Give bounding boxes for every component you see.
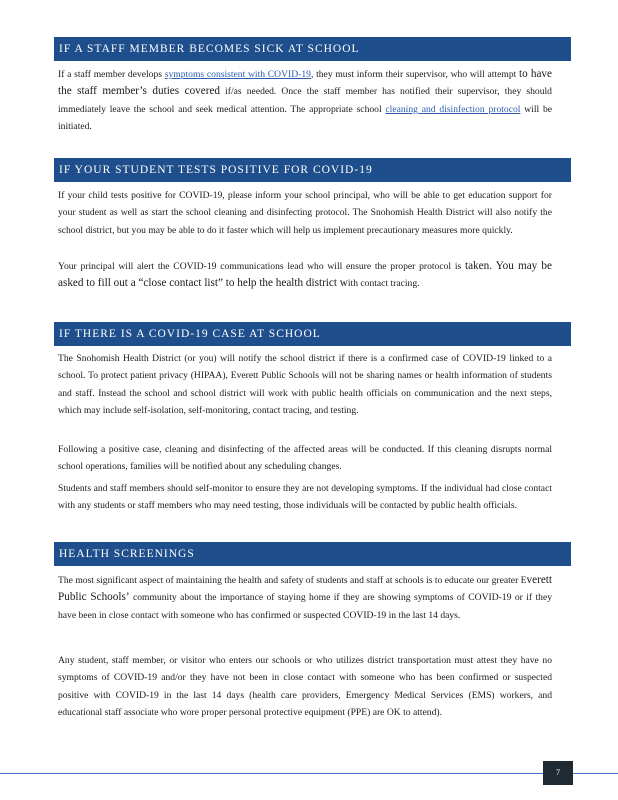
symptoms-link[interactable]: symptoms consistent with COVID-19 — [164, 69, 311, 80]
section-heading-student-positive: IF YOUR STUDENT TESTS POSITIVE FOR COVID-19 — [54, 158, 571, 182]
page-number: 7 — [543, 761, 573, 785]
covid-case-paragraph-3: Students and staff members should self-monitor to ensure they are not developing symptoms. If the individual had close contact with any students or staff members who may need testing, those individuals will be contacted by public health officials. — [58, 483, 552, 512]
covid-case-paragraph-1: The Snohomish Health District (or you) will notify the school district if there is a confirmed case of COVID-19 linked to a school. To protect patient privacy (HIPAA), Everett Public Schools will not be sharing names or health information of students and staff. Instead the school and school district will work with public health officials on communication and the next steps, which may include self-isolation, self-monitoring, contact tracing, and testing. — [58, 353, 552, 416]
health-screenings-paragraph-1: The most significant aspect of maintaining the health and safety of students and staff at schools is to educate our greater Everett Public Schools’ community about the importance of staying home if they are showing symptoms of COVID-19 or if they have been in close contact with someone who has confirmed or suspected COVID-19 in the last 14 days. — [58, 574, 553, 621]
section-heading-staff-sick: IF A STAFF MEMBER BECOMES SICK AT SCHOOL — [54, 37, 571, 61]
section-heading-health-screenings: HEALTH SCREENINGS — [54, 542, 571, 566]
health-screenings-paragraph-2: Any student, staff member, or visitor who enters our schools or who utilizes district transportation must attest they have no symptoms of COVID-19 and/or they have not been in close contact with someone who has been confirmed or suspected positive with COVID-19 in the last 14 days (health care providers, Emergency Medical Services (EMS) workers, and educational staff associate who wore proper personal protective equipment (PPE) are OK to attend). — [58, 655, 552, 718]
staff-sick-paragraph: If a staff member develops symptoms consistent with COVID-19, they must inform their supervisor, who will attempt to have the staff member’s duties covered if/as needed. Once the staff member has notified their supervisor, they should immediately leave the school and seek medical attention. The appropriate school cleaning and disinfection protocol will be initiated. — [58, 68, 553, 132]
covid-case-paragraph-2: Following a positive case, cleaning and disinfecting of the affected areas will be conducted. If this cleaning disrupts normal school operations, families will be notified about any scheduling changes. — [58, 444, 552, 473]
section-heading-covid-case: IF THERE IS A COVID-19 CASE AT SCHOOL — [54, 322, 571, 346]
student-positive-paragraph-2: Your principal will alert the COVID-19 communications lead who will ensure the proper protocol is taken. You may be asked to fill out a “close contact list” to help the health district with contact tracing. — [58, 260, 552, 290]
cleaning-protocol-link[interactable]: cleaning and disinfection protocol — [385, 103, 521, 115]
student-positive-paragraph-1: If your child tests positive for COVID-19, please inform your school principal, who will be able to get education support for your student as well as start the school cleaning and disinfecting protocol. The Snohomish Health District will also notify the school district, but you may be able to do it faster which will help us implement precautionary measures more quickly. — [58, 190, 552, 236]
footer-rule — [0, 773, 618, 774]
